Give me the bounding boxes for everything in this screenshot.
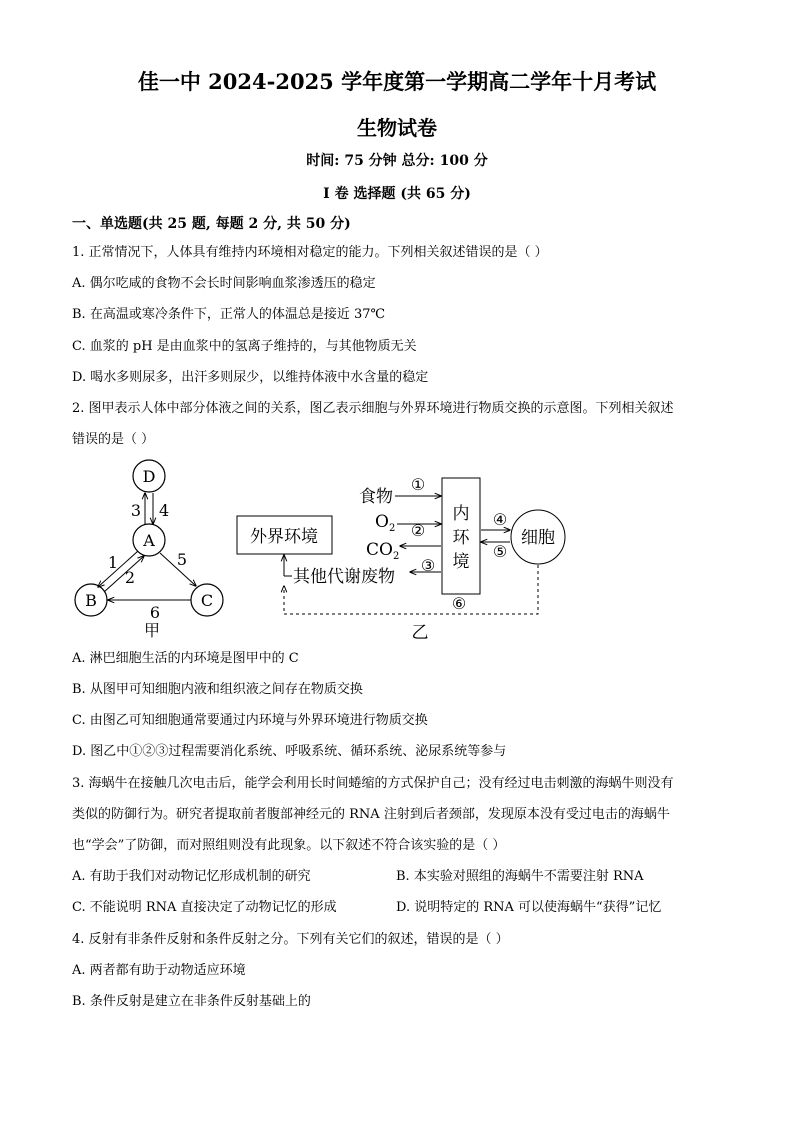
q1-option-d: D. 喝水多则尿多，出汗多则尿少，以维持体液中水含量的稳定 xyxy=(72,370,429,385)
inner-env-label-1: 内 xyxy=(452,504,470,524)
q1-option-b: B. 在高温或寒冷条件下，正常人的体温总是接近 37℃ xyxy=(72,307,386,322)
inner-env-label-3: 境 xyxy=(452,552,470,572)
co2-subscript: 2 xyxy=(393,551,400,562)
q3-stem-line2: 类似的防御行为。研究者提取前者腹部神经元的 RNA 注射到后者颈部，发现原本没有受过电击的海蜗牛 xyxy=(72,807,670,822)
circled-3: ③ xyxy=(420,556,436,575)
q2-stem-line2: 错误的是（ ） xyxy=(72,432,155,447)
o2-label: O xyxy=(375,512,389,532)
cell-label: 细胞 xyxy=(521,528,555,548)
q4-option-a: A. 两者都有助于动物适应环境 xyxy=(72,963,246,978)
q1-stem: 1. 正常情况下，人体具有维持内环境相对稳定的能力。下列相关叙述错误的是（ ） xyxy=(72,245,548,260)
arrow-6-label: 6 xyxy=(149,603,161,622)
q3-option-d: D. 说明特定的 RNA 可以使海蜗牛“获得”记忆 xyxy=(396,900,662,915)
time-score: 时间: 75 分钟 总分: 100 分 xyxy=(306,153,488,169)
q1-option-a: A. 偶尔吃咸的食物不会长时间影响血浆渗透压的稳定 xyxy=(72,276,376,291)
q3-stem-line3: 也“学会”了防御，而对照组则没有此现象。以下叙述不符合该实验的是（ ） xyxy=(72,838,506,853)
arrow-2-label: 2 xyxy=(124,568,136,587)
node-b-label: B xyxy=(85,591,97,610)
co2-label: CO xyxy=(366,540,393,560)
figure-yi xyxy=(232,468,582,644)
q2-option-d: D. 图乙中①②③过程需要消化系统、呼吸系统、循环系统、泌尿系统等参与 xyxy=(72,744,507,759)
circled-4: ④ xyxy=(492,510,508,529)
figure-jia xyxy=(68,456,233,641)
q2-stem-line1: 2. 图甲表示人体中部分体液之间的关系，图乙表示细胞与外界环境进行物质交换的示意图。下列相关叙述 xyxy=(72,401,674,416)
inner-env-label-2: 环 xyxy=(452,528,470,548)
arrow-4-label: 4 xyxy=(159,501,170,520)
q2-option-b: B. 从图甲可知细胞内液和组织液之间存在物质交换 xyxy=(72,682,363,697)
q3-stem-line1: 3. 海蜗牛在接触几次电击后，能学会利用长时间蜷缩的方式保护自己；没有经过电击刺激的海蜗牛则没有 xyxy=(72,776,674,791)
q3-option-b: B. 本实验对照组的海蜗牛不需要注射 RNA xyxy=(396,869,644,884)
node-d-label: D xyxy=(142,467,156,486)
node-a-label: A xyxy=(143,531,155,550)
exam-title: 佳一中 2024-2025 学年度第一学期高二学年十月考试 xyxy=(137,69,657,94)
q3-option-c: C. 不能说明 RNA 直接决定了动物记忆的形成 xyxy=(72,900,337,915)
waste-label: 其他代谢废物 xyxy=(293,567,395,587)
q2-option-a: A. 淋巴细胞生活的内环境是图甲中的 C xyxy=(72,651,299,666)
node-c-label: C xyxy=(200,591,214,610)
circled-1: ① xyxy=(410,475,426,494)
food-label: 食物 xyxy=(359,487,393,507)
circled-2: ② xyxy=(410,521,426,540)
arrow-1-label: 1 xyxy=(107,553,119,572)
q1-option-c: C. 血浆的 pH 是由血浆中的氢离子维持的，与其他物质无关 xyxy=(72,339,417,354)
figure-yi-caption: 乙 xyxy=(411,623,429,643)
arrow-3-label: 3 xyxy=(130,501,142,520)
q4-option-b: B. 条件反射是建立在非条件反射基础上的 xyxy=(72,994,311,1009)
subject-title: 生物试卷 xyxy=(357,116,437,140)
volume-title: I 卷 选择题 (共 65 分) xyxy=(323,186,471,202)
o2-subscript: 2 xyxy=(389,523,396,534)
q3-option-a: A. 有助于我们对动物记忆形成机制的研究 xyxy=(72,869,311,884)
circled-5: ⑤ xyxy=(492,542,508,561)
outside-env-label: 外界环境 xyxy=(250,527,318,547)
figure-jia-caption: 甲 xyxy=(143,621,161,640)
circled-6: ⑥ xyxy=(451,594,467,613)
q2-option-c: C. 由图乙可知细胞通常要通过内环境与外界环境进行物质交换 xyxy=(72,713,428,728)
section-heading: 一、单选题(共 25 题, 每题 2 分, 共 50 分) xyxy=(72,216,351,232)
arrow-5-label: 5 xyxy=(176,550,188,569)
q4-stem: 4. 反射有非条件反射和条件反射之分。下列有关它们的叙述，错误的是（ ） xyxy=(72,932,509,947)
